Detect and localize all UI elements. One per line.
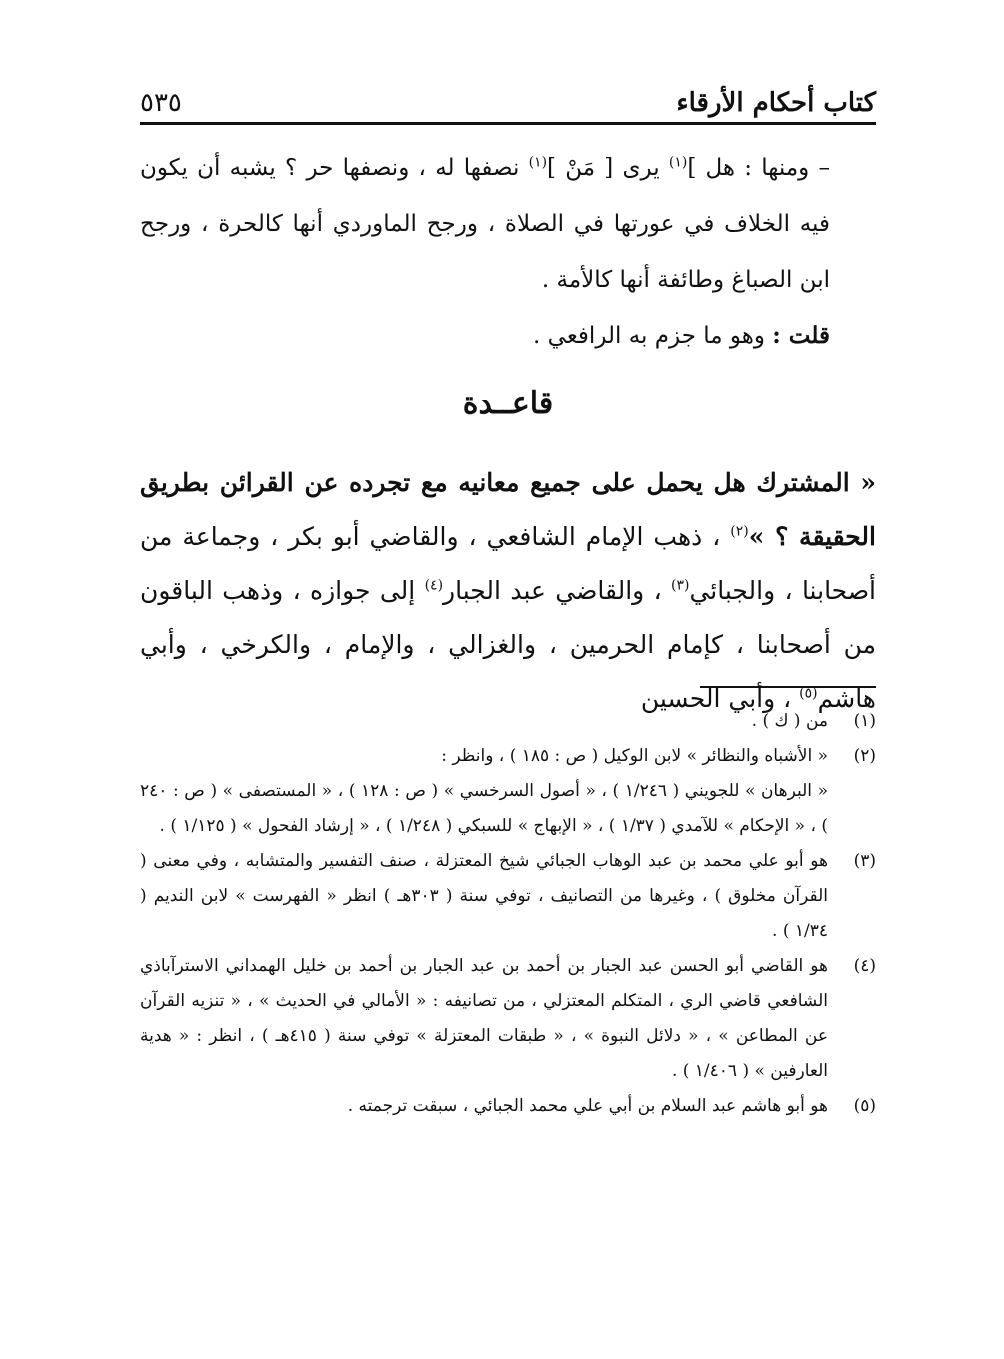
paragraph-2 <box>140 308 876 364</box>
page-header <box>140 74 876 118</box>
rule-question: « المشترك هل يحمل على جميع معانيه مع تجرده عن القرائن بطريق الحقيقة ؟ » <box>140 468 876 551</box>
header-rule <box>140 122 876 125</box>
running-title: كتاب أحكام الأرقاء <box>676 88 876 118</box>
rule-part-2: ، والقاضي عبد الجبار <box>443 576 671 605</box>
rule-part-3: إلى جوازه ، وذهب الباقون من أصحابنا ، كإمام الحرمين ، والغزالي ، والإمام ، والكرخي ، وأبي هاشم <box>140 576 876 713</box>
footnote-line: هو أبو هاشم عبد السلام بن أبي علي محمد الجبائي ، سبقت ترجمته . <box>347 1096 828 1116</box>
footnote-item <box>140 844 876 949</box>
paragraph-1-part-a: – ومنها : هل ] <box>687 155 830 181</box>
main-text <box>140 140 876 364</box>
footnote-ref-1b: (١) <box>528 154 548 171</box>
footnote-number: (٥) <box>853 1096 876 1116</box>
footnote-text <box>140 949 828 1089</box>
rule-part-1: ، ذهب الإمام الشافعي ، والقاضي أبو بكر ، وجماعة من أصحابنا ، والجبائي <box>140 522 876 605</box>
footnote-item <box>140 739 876 844</box>
footnote-ref-4: (٤) <box>424 577 444 594</box>
footnote-ref-1: (١) <box>668 154 688 171</box>
footnotes <box>140 704 876 1124</box>
paragraph-1-part-b: يرى [ مَنْ ] <box>547 155 669 181</box>
section-heading: قاعــدة <box>462 386 554 421</box>
footnote-number: (٣) <box>853 851 876 871</box>
footnote-number: (١) <box>853 711 876 731</box>
footnote-line: هو القاضي أبو الحسن عبد الجبار بن أحمد بن عبد الجبار بن أحمد بن خليل الهمداني الاسترآباذي الشافعي قاضي الري ، المتكلم المعتزلي ، من تصانيفه : « الأمالي في الحديث » ، « تنزيه القرآن عن المطاعن » ، « دلائل النبوة » ، « طبقات المعتزلة » توفي سنة ( ٤١٥هـ ) ، انظر : « هدية العارفين » ( ١/٤٠٦ ) . <box>140 956 828 1081</box>
footnote-text <box>140 844 828 949</box>
footnote-item <box>140 1089 876 1124</box>
paragraph-1-part-c: نصفها له ، ونصفها حر ؟ يشبه أن يكون فيه الخلاف في عورتها في الصلاة ، ورجح الماوردي أنها كالحرة ، ورجح ابن الصباغ وطائفة أنها كالأمة . <box>140 155 830 293</box>
paragraph-2-lead: قلت : <box>772 322 830 349</box>
footnote-line: « البرهان » للجويني ( ١/٢٤٦ ) ، « أصول السرخسي » ( ص : ١٢٨ ) ، « المستصفى » ( ص : ٢٤٠ ) ، « الإحكام » للآمدي ( ١/٣٧ ) ، « الإبهاج » للسبكي ( ١/٢٤٨ ) ، « إرشاد الفحول » ( ١/١٢٥ ) . <box>140 781 828 836</box>
footnote-ref-3: (٣) <box>670 577 690 594</box>
page-number: ٥٣٥ <box>140 88 182 118</box>
footnote-line: هو أبو علي محمد بن عبد الوهاب الجبائي شيخ المعتزلة ، صنف التفسير والمتشابه ، وفي معنى ( القرآن مخلوق ) ، وغيرها من التصانيف ، توفي سنة ( ٣٠٣هـ ) انظر « الفهرست » لابن النديم ( ١/٣٤ ) . <box>140 851 828 941</box>
footnote-line: « الأشباه والنظائر » لابن الوكيل ( ص : ١٨٥ ) ، وانظر : <box>441 746 828 766</box>
footnote-ref-2: (٢) <box>730 523 749 540</box>
paragraph-2-text: وهو ما جزم به الرافعي . <box>533 323 773 349</box>
footnote-ref-5: (٥) <box>799 685 818 702</box>
footnote-number: (٢) <box>853 746 876 766</box>
footnote-item <box>140 949 876 1089</box>
footnote-item <box>140 704 876 739</box>
footnote-line: من ( ك ) . <box>751 711 828 731</box>
footnote-text <box>140 1089 828 1124</box>
rule-part-4: ، وأبي الحسين <box>640 684 800 713</box>
footnote-separator <box>700 686 876 688</box>
paragraph-1 <box>140 140 876 308</box>
footnote-text <box>140 704 828 739</box>
footnote-number: (٤) <box>853 956 876 976</box>
footnote-text <box>140 739 828 844</box>
